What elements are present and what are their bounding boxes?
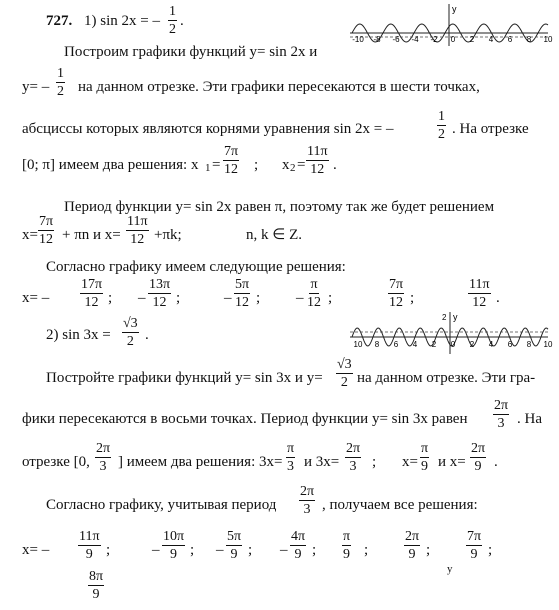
solution-separator: ; <box>176 290 181 306</box>
text-line-4a: [0; π] имеем два решения: x <box>22 157 199 173</box>
solution-fraction: $\frac{\pi}{9}$ <box>343 529 351 562</box>
solution-fraction: $\frac{\pi}{12}$ <box>307 277 321 310</box>
graph2-y-label: y <box>453 312 458 322</box>
graph-tick-label: 10 <box>543 340 553 349</box>
solution-x2: $\frac{11\pi}{12}$ <box>307 144 328 177</box>
p2-line-2b: . На <box>517 411 542 427</box>
graph-tick-label: 6 <box>507 35 513 44</box>
graph-sin2x <box>348 2 553 48</box>
graph-sin3x <box>348 310 553 356</box>
graph-tick-label: -8 <box>373 35 381 44</box>
solution-separator: ; <box>108 290 113 306</box>
equation-1-rhs: $\frac{1}{2}$ <box>169 4 176 37</box>
graph-tick-label: 0 <box>450 340 456 349</box>
graph-tick-label: 2 <box>469 35 475 44</box>
p2-line-2a: фики пересекаются в восьми точках. Период функции y= sin 3x равен <box>22 411 468 427</box>
solution-separator: ; <box>106 542 111 558</box>
graph-tick-label: 4 <box>412 340 418 349</box>
text-line-2-frac: $\frac{1}{2}$ <box>57 66 64 99</box>
solution-separator: ; <box>426 542 431 558</box>
solution-fraction: $\frac{11\pi}{9}$ <box>79 529 100 562</box>
stray-y-label: y <box>447 563 453 575</box>
equation-2: 2) sin 3x = <box>46 327 111 343</box>
graph-tick-label: 4 <box>488 340 494 349</box>
graph-tick-label: 4 <box>488 35 494 44</box>
p2-frac-2pi9: $\frac{2\pi}{9}$ <box>471 441 486 474</box>
graph-tick-label: -4 <box>411 35 419 44</box>
problem-number: 727. <box>46 13 73 29</box>
text-line-3a: абсциссы которых являются корнями уравнения sin 2x = – <box>22 121 394 137</box>
p2-line-4-frac: $\frac{2\pi}{3}$ <box>300 484 315 517</box>
equation-2-rhs: $\frac{√3}{2}$ <box>123 316 138 349</box>
graph-tick-label: 8 <box>526 35 532 44</box>
solution-sign: – <box>296 290 304 306</box>
p2-line-1a: Постройте графики функций y= sin 3x и y= <box>46 370 323 386</box>
graph-tick-label: 10 <box>353 340 363 349</box>
solution-prefix: x= – <box>22 542 50 558</box>
solution-sign: – <box>138 290 146 306</box>
p2-frac-pi3: $\frac{\pi}{3}$ <box>287 441 295 474</box>
graph-tick-label: -10 <box>352 35 364 44</box>
solution-x1: $\frac{7\pi}{12}$ <box>224 144 239 177</box>
text-line-7: Согласно графику имеем следующие решения: <box>46 259 346 275</box>
p2-frac-2pi3: $\frac{2\pi}{3}$ <box>96 441 111 474</box>
solution-fraction: $\frac{13\pi}{12}$ <box>149 277 171 310</box>
graph1-tick-labels <box>352 35 553 44</box>
solution-separator: ; <box>256 290 261 306</box>
equation-1: 1) sin 2x = – <box>84 13 160 29</box>
solution-sign: – <box>152 542 160 558</box>
solution-separator: ; <box>364 542 369 558</box>
solution-separator: ; <box>410 290 415 306</box>
solution-separator: ; <box>488 542 493 558</box>
period-frac-2: $\frac{11\pi}{12}$ <box>127 214 148 247</box>
solution-fraction: $\frac{17\pi}{12}$ <box>81 277 103 310</box>
graph1-y-label: y <box>452 4 457 14</box>
graph-tick-label: 10 <box>543 35 553 44</box>
p2-line-1b: на данном отрезке. Эти гра- <box>357 370 536 386</box>
solution-separator: ; <box>328 290 333 306</box>
text-line-5: Период функции y= sin 2x равен π, поэтому так же будет решением <box>64 199 495 215</box>
text-line-3-frac: $\frac{1}{2}$ <box>438 109 445 142</box>
p2-frac-2pi3-b: $\frac{2\pi}{3}$ <box>346 441 361 474</box>
p2-frac-pi9: $\frac{\pi}{9}$ <box>421 441 429 474</box>
p2-line-2-frac: $\frac{2\pi}{3}$ <box>494 398 509 431</box>
solution-separator: ; <box>312 542 317 558</box>
graph-tick-label: 6 <box>393 340 399 349</box>
graph-tick-label: -2 <box>430 35 438 44</box>
solution-fraction: $\frac{10\pi}{9}$ <box>163 529 185 562</box>
solution-fraction: $\frac{11\pi}{12}$ <box>469 277 490 310</box>
solution-fraction: $\frac{7\pi}{12}$ <box>389 277 404 310</box>
graph-tick-label: 8 <box>526 340 532 349</box>
solution-sign: – <box>224 290 232 306</box>
solution-separator: ; <box>190 542 195 558</box>
last-solution: $\frac{8\pi}{9}$ <box>89 569 104 602</box>
graph2-tick-labels <box>354 340 553 349</box>
graph-tick-label: 2 <box>469 340 475 349</box>
solution-sign: – <box>280 542 288 558</box>
solution-fraction: $\frac{2\pi}{9}$ <box>405 529 420 562</box>
graph-tick-label: 2 <box>431 340 437 349</box>
period-frac-1: $\frac{7\pi}{12}$ <box>39 214 54 247</box>
graph-tick-label: -6 <box>392 35 400 44</box>
text-line-2b: на данном отрезке. Эти графики пересекаются в шести точках, <box>78 79 480 95</box>
p2-line-4a: Согласно графику, учитывая период <box>46 497 277 513</box>
solution-separator: ; <box>248 542 253 558</box>
text-line-3b: . На отрезке <box>452 121 529 137</box>
p2-line-4b: , получаем все решения: <box>322 497 478 513</box>
graph-tick-label: 0 <box>450 35 456 44</box>
solution-sign: – <box>216 542 224 558</box>
solution-separator: . <box>496 290 500 306</box>
solution-fraction: $\frac{5\pi}{12}$ <box>235 277 250 310</box>
solution-fraction: $\frac{5\pi}{9}$ <box>227 529 242 562</box>
p2-line-1-frac: $\frac{√3}{2}$ <box>337 357 352 390</box>
text-line-2a: y= – <box>22 79 50 95</box>
solution-fraction: $\frac{7\pi}{9}$ <box>467 529 482 562</box>
graph-tick-label: 8 <box>374 340 380 349</box>
text-line-1: Построим графики функций y= sin 2x и <box>64 44 318 60</box>
graph2-y-top-label: 2 <box>442 313 447 322</box>
graph-tick-label: 6 <box>507 340 513 349</box>
solution-fraction: $\frac{4\pi}{9}$ <box>291 529 306 562</box>
solution-prefix: x= – <box>22 290 50 306</box>
